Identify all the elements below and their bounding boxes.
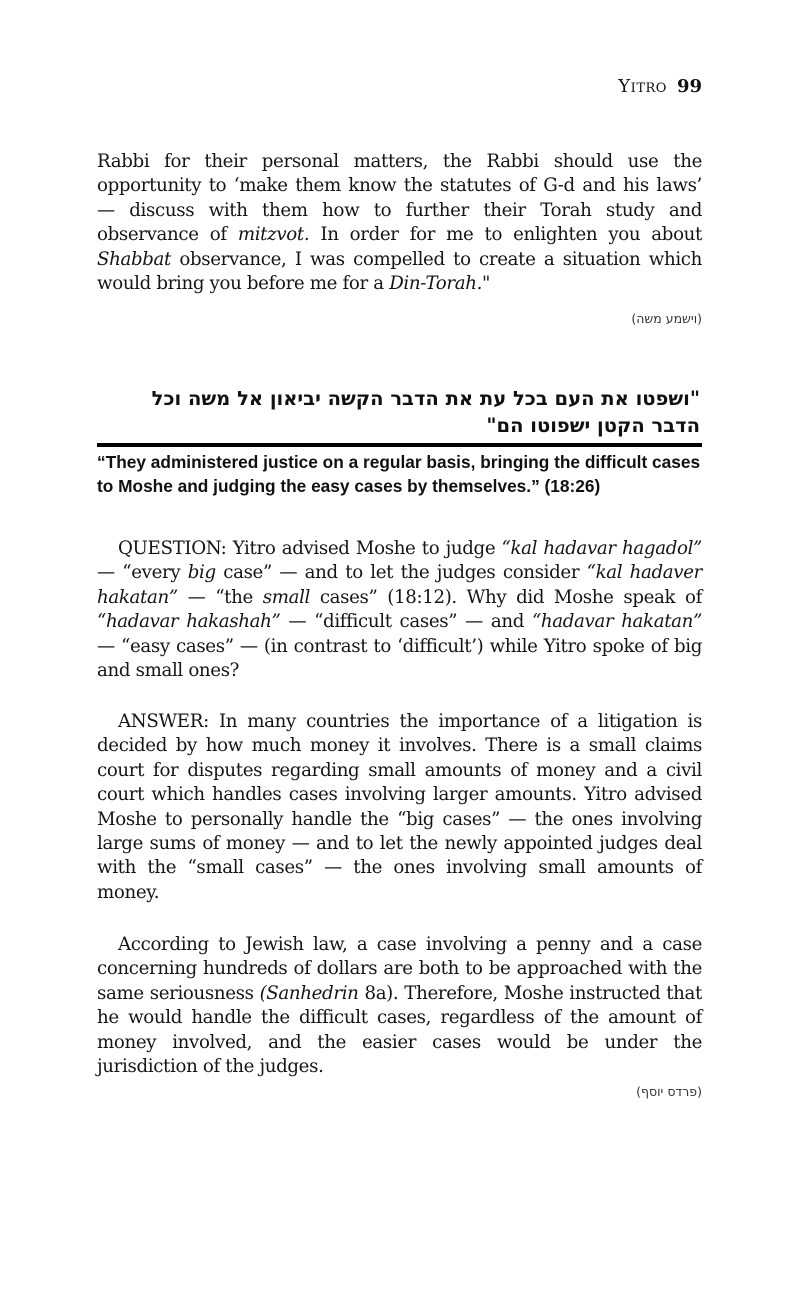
italic-term: big <box>187 562 216 584</box>
text-run: — “the <box>177 586 263 608</box>
question-paragraph <box>97 537 702 683</box>
text-run: — “difficult cases” — and <box>280 611 532 633</box>
hebrew-verse-heading <box>97 385 700 439</box>
text-run: In order for me to enlighten you about <box>309 224 702 246</box>
text-run: cases” (18:12). Why did Moshe speak of <box>310 586 702 608</box>
running-title: Yitro <box>618 76 667 97</box>
source-citation: (פרדס יוסף) <box>636 1084 702 1099</box>
italic-term: “hadavar hakatan” <box>531 611 702 633</box>
text-run: QUESTION: Yitro advised Moshe to judge <box>118 538 502 559</box>
text-run: According to Jewish law, a case involving a penny and a case concerning hundreds of dollars are both to be approached with the same seriousness <box>97 934 702 1004</box>
italic-term: mitzvot. <box>237 224 310 246</box>
answer-paragraph: ANSWER: In many countries the importance of a litigation is decided by how much money it involves. There is a small claims court for disputes regarding small amounts of money and a civil court which handles cases involving larger amounts. Yitro advised Moshe to personally handle the “big cases” — the ones involving large sums of money — and to let the newly appointed judges deal with the “small cases” — the ones involving small amounts of money. <box>97 711 702 903</box>
text-run: — “every <box>97 562 188 584</box>
heading-divider <box>97 443 702 447</box>
hebrew-line: "ושפטו את העם בכל עת את הדבר הקשה יביאון אל משה וכל <box>151 387 700 410</box>
text-run: Rabbi for their personal matters, the Rabbi should use the opportunity to ‘make them know the statutes of G-d and his laws’ — discuss with them how to further their Torah study and observance of <box>97 151 702 246</box>
italic-term: “kal hadavar hagadol” <box>501 538 702 559</box>
text-run: 8a). Therefore, Moshe instructed that he would handle the difficult cases, regardless of the amount of money involved, and the easier cases would be under the jurisdiction of the judges. <box>97 982 702 1078</box>
italic-term: (Sanhedrin <box>259 982 359 1004</box>
italic-term: small <box>262 586 311 608</box>
source-citation: (וישמע משה) <box>631 311 702 326</box>
running-header <box>618 76 702 97</box>
text-run: case” — and to let the judges consider <box>215 562 587 584</box>
italic-term: Shabbat <box>97 248 172 270</box>
hebrew-line: הדבר הקטן ישפוטו הם" <box>486 414 700 437</box>
verse-translation: “They administered justice on a regular basis, bringing the difficult cases to Moshe and judging the easy cases by themselves.” (18:26) <box>97 452 701 496</box>
text-run: — “easy cases” — (in contrast to ‘difficult’) while Yitro spoke of big and small ones? <box>97 635 702 682</box>
text-run: observance, I was compelled to create a situation which would bring you before me for a <box>97 248 702 295</box>
italic-term: Din-Torah." <box>389 273 491 295</box>
italic-term: “kal hadaver hakatan” <box>97 562 702 608</box>
continuation-paragraph <box>97 150 702 296</box>
italic-term: “hadavar hakashah” <box>97 611 281 633</box>
page-number: 99 <box>676 76 702 97</box>
conclusion-paragraph <box>97 933 702 1079</box>
